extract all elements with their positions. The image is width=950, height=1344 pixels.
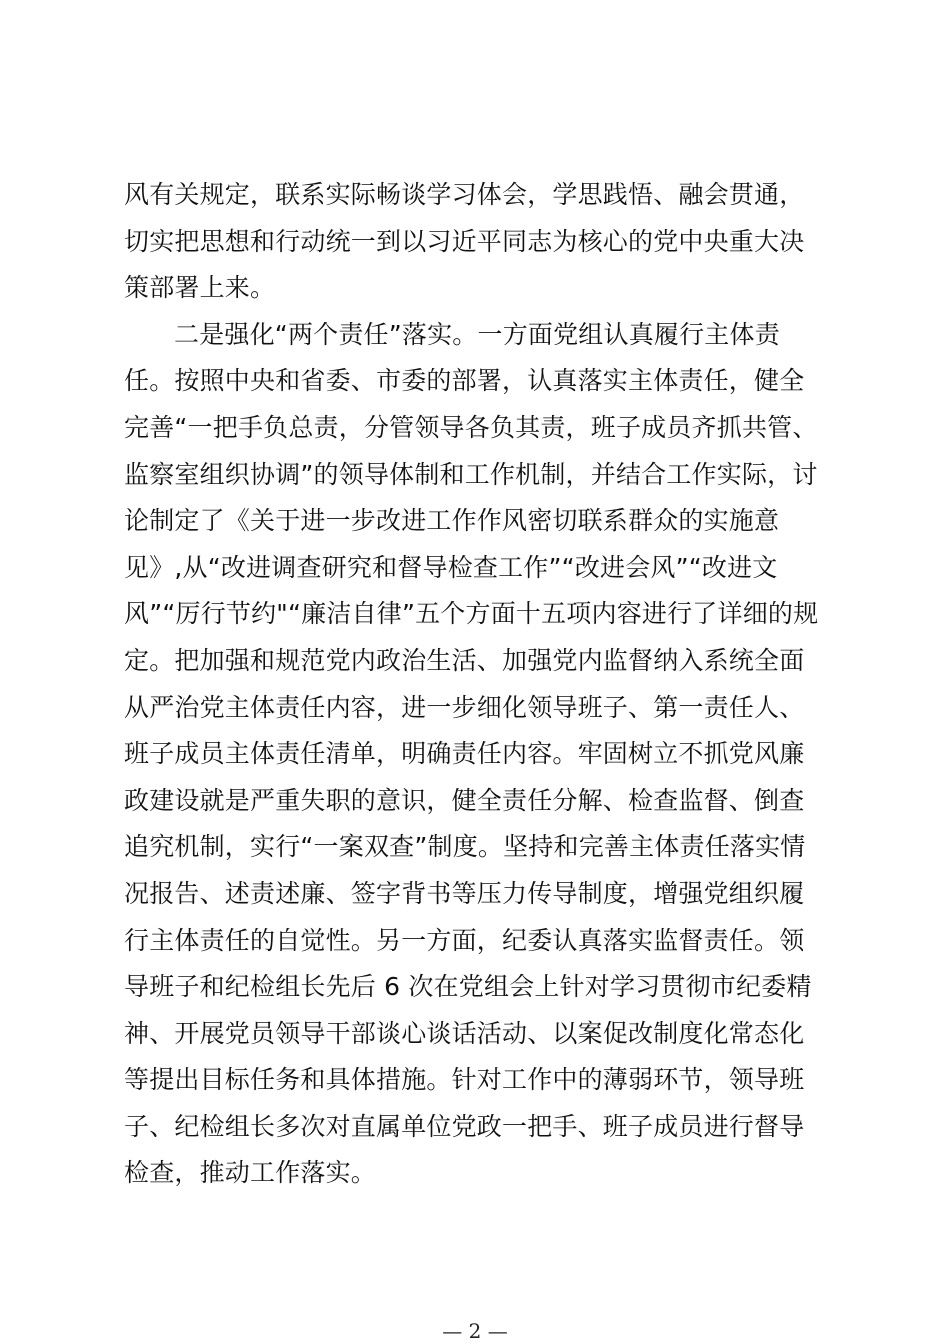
text-line: 况报告、述责述廉、签字背书等压力传导制度，增强党组织履 <box>124 878 805 908</box>
page-number: — 2 — <box>442 1319 508 1343</box>
text-line: 政建设就是严重失职的意识，健全责任分解、检查监督、倒查 <box>124 785 805 815</box>
text-line: 神、开展党员领导干部谈心谈话活动、以案促改制度化常态化 <box>124 1018 805 1048</box>
text-line: 监察室组织协调”的领导体制和工作机制，并结合工作实际，讨 <box>124 459 818 489</box>
text-line: 从严治党主体责任内容，进一步细化领导班子、第一责任人、 <box>124 692 805 722</box>
text-line: 班子成员主体责任清单，明确责任内容。牢固树立不抓党风廉 <box>124 739 805 769</box>
text-line: 风有关规定，联系实际畅谈学习体会，学思践悟、融会贯通， <box>124 180 805 209</box>
text-line: 定。把加强和规范党内政治生活、加强党内监督纳入系统全面 <box>124 645 805 675</box>
text-line: 策部署上来。 <box>124 273 276 303</box>
paragraph-start-line: 二是强化“两个责任”落实。一方面党组认真履行主体责 <box>174 319 780 349</box>
text-line: 行主体责任的自觉性。另一方面，纪委认真落实监督责任。领 <box>124 925 805 955</box>
text-line: 子、纪检组长多次对直属单位党政一把手、班子成员进行督导 <box>124 1111 805 1141</box>
text-line: 切实把思想和行动统一到以习近平同志为核心的党中央重大决 <box>124 226 805 256</box>
text-line: 完善“一把手负总责，分管领导各负其责，班子成员齐抓共管、 <box>124 412 818 442</box>
body-text <box>124 172 836 1197</box>
text-line: 检查，推动工作落实。 <box>124 1158 377 1188</box>
text-line: 风”“厉行节约"“廉洁自律”五个方面十五项内容进行了详细的规 <box>124 599 819 629</box>
text-line: 导班子和纪检组长先后 6 次在党组会上针对学习贯彻市纪委精 <box>124 972 812 1002</box>
text-line: 任。按照中央和省委、市委的部署，认真落实主体责任，健全 <box>124 366 805 396</box>
text-line: 见》,从“改进调查研究和督导检查工作”“改进会风”“改进文 <box>124 552 778 582</box>
text-line: 等提出目标任务和具体措施。针对工作中的薄弱环节，领导班 <box>124 1065 805 1095</box>
text-line: 追究机制，实行“一案双查”制度。坚持和完善主体责任落实情 <box>124 832 806 862</box>
text-line: 论制定了《关于进一步改进工作作风密切联系群众的实施意 <box>124 506 780 536</box>
